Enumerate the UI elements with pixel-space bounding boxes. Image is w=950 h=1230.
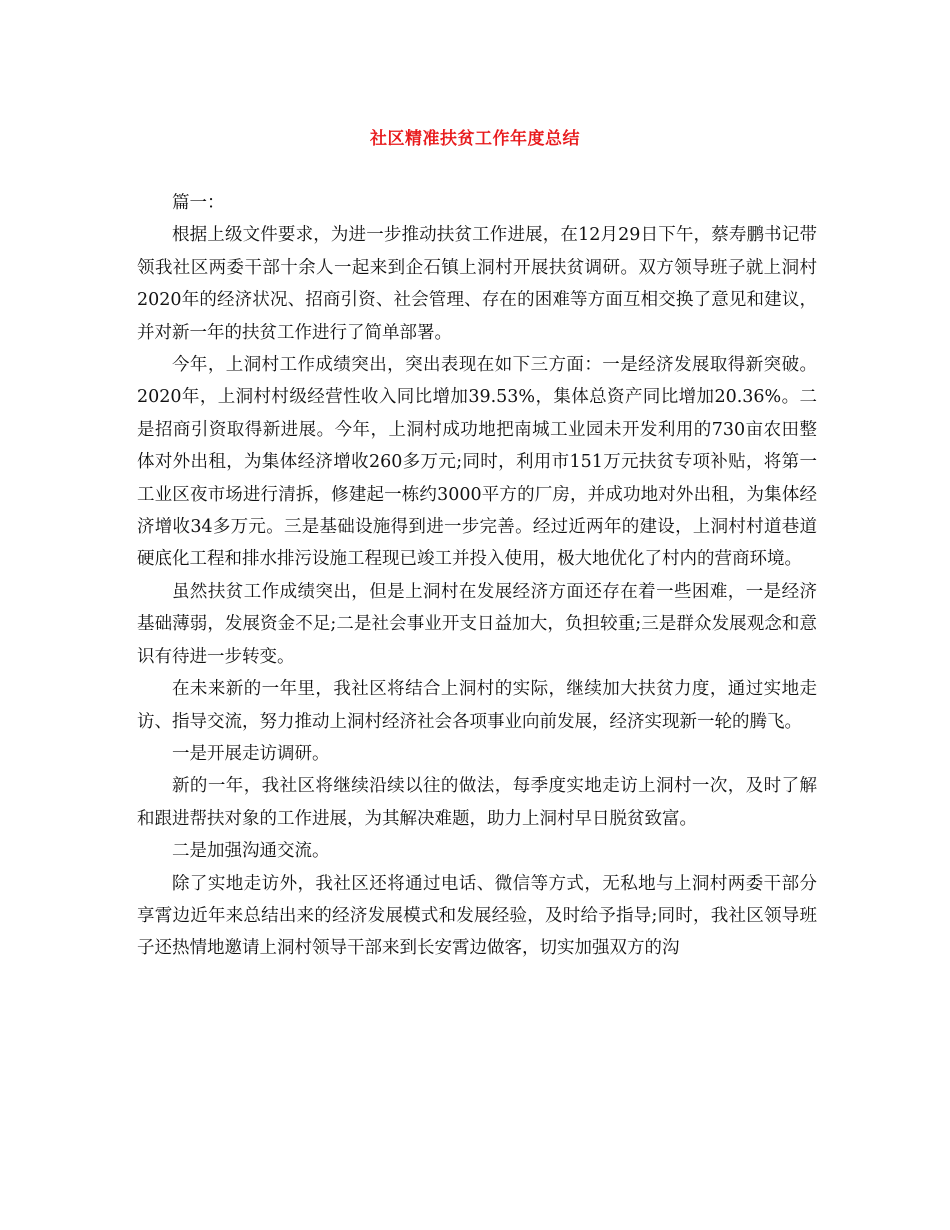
paragraph: 根据上级文件要求，为进一步推动扶贫工作进展，在12月29日下午，蔡寿鹏书记带领我社区两委干部十余人一起来到企石镇上洞村开展扶贫调研。双方领导班子就上洞村2020年的经济状况、招商引资、社会管理、存在的困难等方面互相交换了意见和建议，并对新一年的扶贫工作进行了简单部署。 <box>137 225 817 343</box>
subheading: 二是加强沟通交流。 <box>172 841 330 862</box>
section-label: 篇一： <box>172 193 225 213</box>
document-title: 社区精准扶贫工作年度总结 <box>370 129 580 149</box>
subheading: 一是开展走访调研。 <box>172 743 330 764</box>
paragraph: 虽然扶贫工作成绩突出，但是上洞村在发展经济方面还存在着一些困难，一是经济基础薄弱，发展资金不足;二是社会事业开支日益加大，负担较重;三是群众发展观念和意识有待进一步转变。 <box>137 581 817 667</box>
paragraph: 除了实地走访外，我社区还将通过电话、微信等方式，无私地与上洞村两委干部分享霄边近年来总结出来的经济发展模式和发展经验，及时给予指导;同时，我社区领导班子还热情地邀请上洞村领导干部来到长安霄边做客，切实加强双方的沟 <box>137 873 817 959</box>
paragraph: 新的一年，我社区将继续沿续以往的做法，每季度实地走访上洞村一次，及时了解和跟进帮扶对象的工作进展，为其解决难题，助力上洞村早日脱贫致富。 <box>137 776 817 829</box>
document-body <box>137 187 817 965</box>
paragraph: 在未来新的一年里，我社区将结合上洞村的实际，继续加大扶贫力度，通过实地走访、指导交流，努力推动上洞村经济社会各项事业向前发展，经济实现新一轮的腾飞。 <box>137 679 817 732</box>
paragraph: 今年，上洞村工作成绩突出，突出表现在如下三方面：一是经济发展取得新突破。2020年，上洞村村级经营性收入同比增加39.53%，集体总资产同比增加20.36%。二是招商引资取得新进展。今年，上洞村成功地把南城工业园未开发利用的730亩农田整体对外出租，为集体经济增收260多万元;同时，利用市151万元扶贫专项补贴，将第一工业区夜市场进行清拆，修建起一栋约3000平方的厂房，并成功地对外出租，为集体经济增收34多万元。三是基础设施得到进一步完善。经过近两年的建设，上洞村村道巷道硬底化工程和排水排污设施工程现已竣工并投入使用，极大地优化了村内的营商环境。 <box>137 355 817 570</box>
